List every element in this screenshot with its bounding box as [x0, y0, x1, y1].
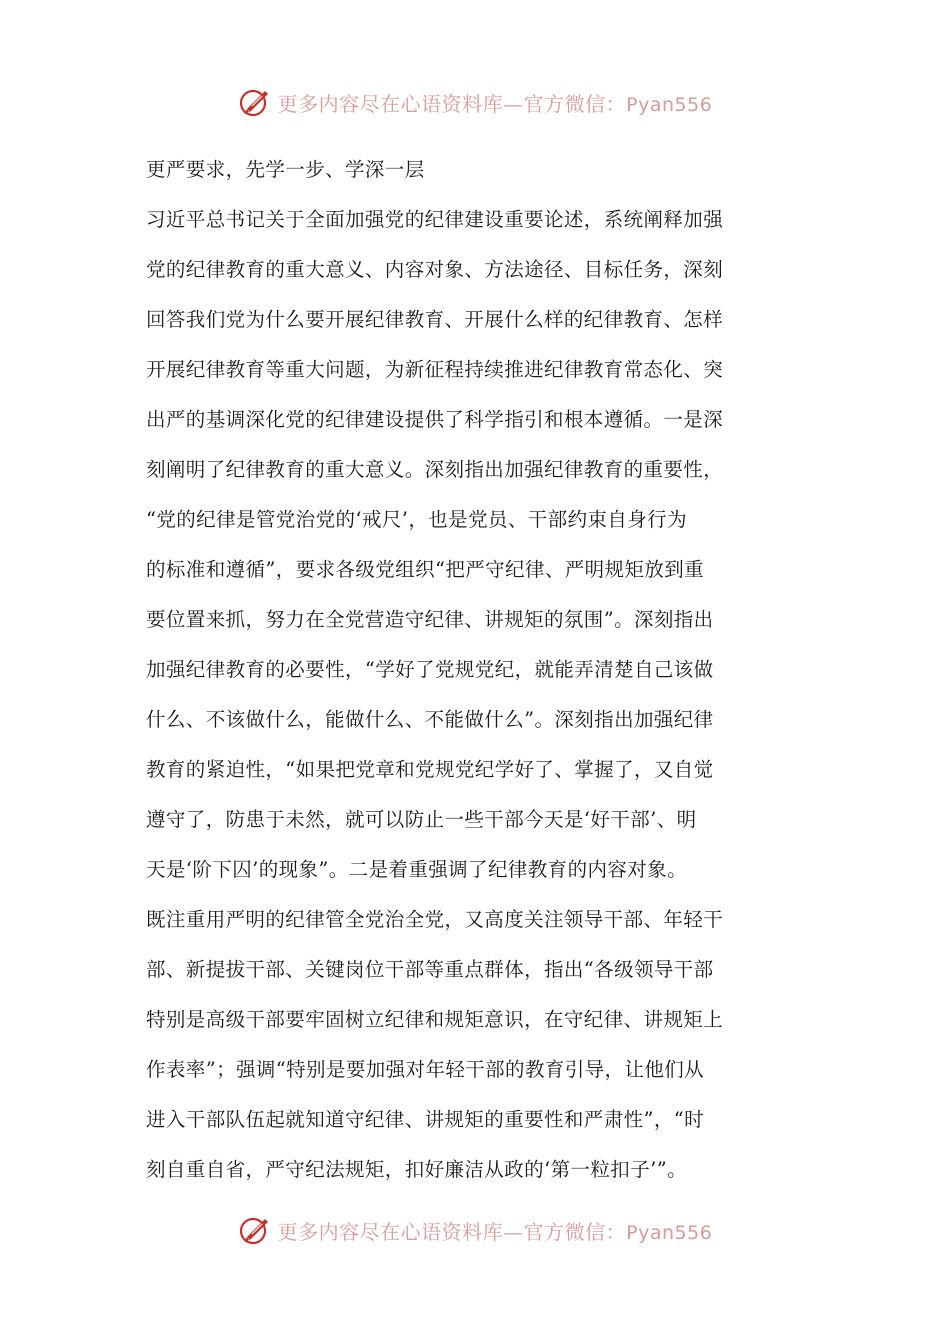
quill-logo-icon	[238, 1213, 272, 1247]
text-line: 进入干部队伍起就知道守纪律、讲规矩的重要性和严肃性”，“时	[146, 1108, 705, 1131]
text-line: 的标准和遵循”，要求各级党组织“把严守纪律、严明规矩放到重	[146, 558, 705, 581]
text-line: 部、新提拔干部、关键岗位干部等重点群体，指出“各级领导干部	[146, 958, 714, 981]
text-line: 天是‘阶下囚’的现象”。二是着重强调了纪律教育的内容对象。	[146, 858, 687, 881]
text-line: 要位置来抓，努力在全党营造守纪律、讲规矩的氛围”。深刻指出	[146, 608, 714, 631]
text-line: 党的纪律教育的重大意义、内容对象、方法途径、目标任务，深刻	[146, 258, 724, 281]
text-line: 既注重用严明的纪律管全党治全党，又高度关注领导干部、年轻干	[146, 908, 724, 931]
text-line: 教育的紧迫性，“如果把党章和党规党纪学好了、掌握了，又自觉	[146, 758, 714, 781]
wechat-id: Pyan556	[626, 93, 713, 116]
text-line: 遵守了，防患于未然，就可以防止一些干部今天是‘好干部’、明	[146, 808, 697, 831]
text-line: 开展纪律教育等重大问题，为新征程持续推进纪律教育常态化、突	[146, 358, 724, 381]
document-body	[146, 145, 806, 1195]
quill-logo-icon	[238, 85, 272, 119]
text-line: “党的纪律是管党治党的‘戒尺’，也是党员、干部约束自身行为	[146, 508, 687, 531]
text-line: 什么、不该做什么，能做什么、不能做什么”。深刻指出加强纪律	[146, 708, 714, 731]
text-line: 回答我们党为什么要开展纪律教育、开展什么样的纪律教育、怎样	[146, 308, 724, 331]
text-line: 加强纪律教育的必要性，“学好了党规党纪，就能弄清楚自己该做	[146, 658, 714, 681]
section-heading: 更严要求，先学一步、学深一层	[146, 158, 425, 181]
text-line: 出严的基调深化党的纪律建设提供了科学指引和根本遵循。一是深	[146, 408, 724, 431]
text-line: 特别是高级干部要牢固树立纪律和规矩意识，在守纪律、讲规矩上	[146, 1008, 724, 1031]
watermark-slogan: 更多内容尽在心语资料库—官方微信：	[277, 91, 627, 116]
wechat-id: Pyan556	[626, 1221, 713, 1244]
header-watermark-banner	[0, 82, 950, 122]
header-watermark-text	[278, 88, 713, 117]
text-line: 刻自重自省，严守纪法规矩，扣好廉洁从政的‘第一粒扣子’”。	[146, 1158, 687, 1181]
footer-watermark-text	[278, 1216, 713, 1245]
watermark-slogan: 更多内容尽在心语资料库—官方微信：	[277, 1219, 627, 1244]
text-line: 作表率”；强调“特别是要加强对年轻干部的教育引导，让他们从	[146, 1058, 705, 1081]
footer-watermark-banner	[0, 1210, 950, 1250]
text-line: 习近平总书记关于全面加强党的纪律建设重要论述，系统阐释加强	[146, 208, 724, 231]
text-line: 刻阐明了纪律教育的重大意义。深刻指出加强纪律教育的重要性，	[146, 458, 724, 481]
